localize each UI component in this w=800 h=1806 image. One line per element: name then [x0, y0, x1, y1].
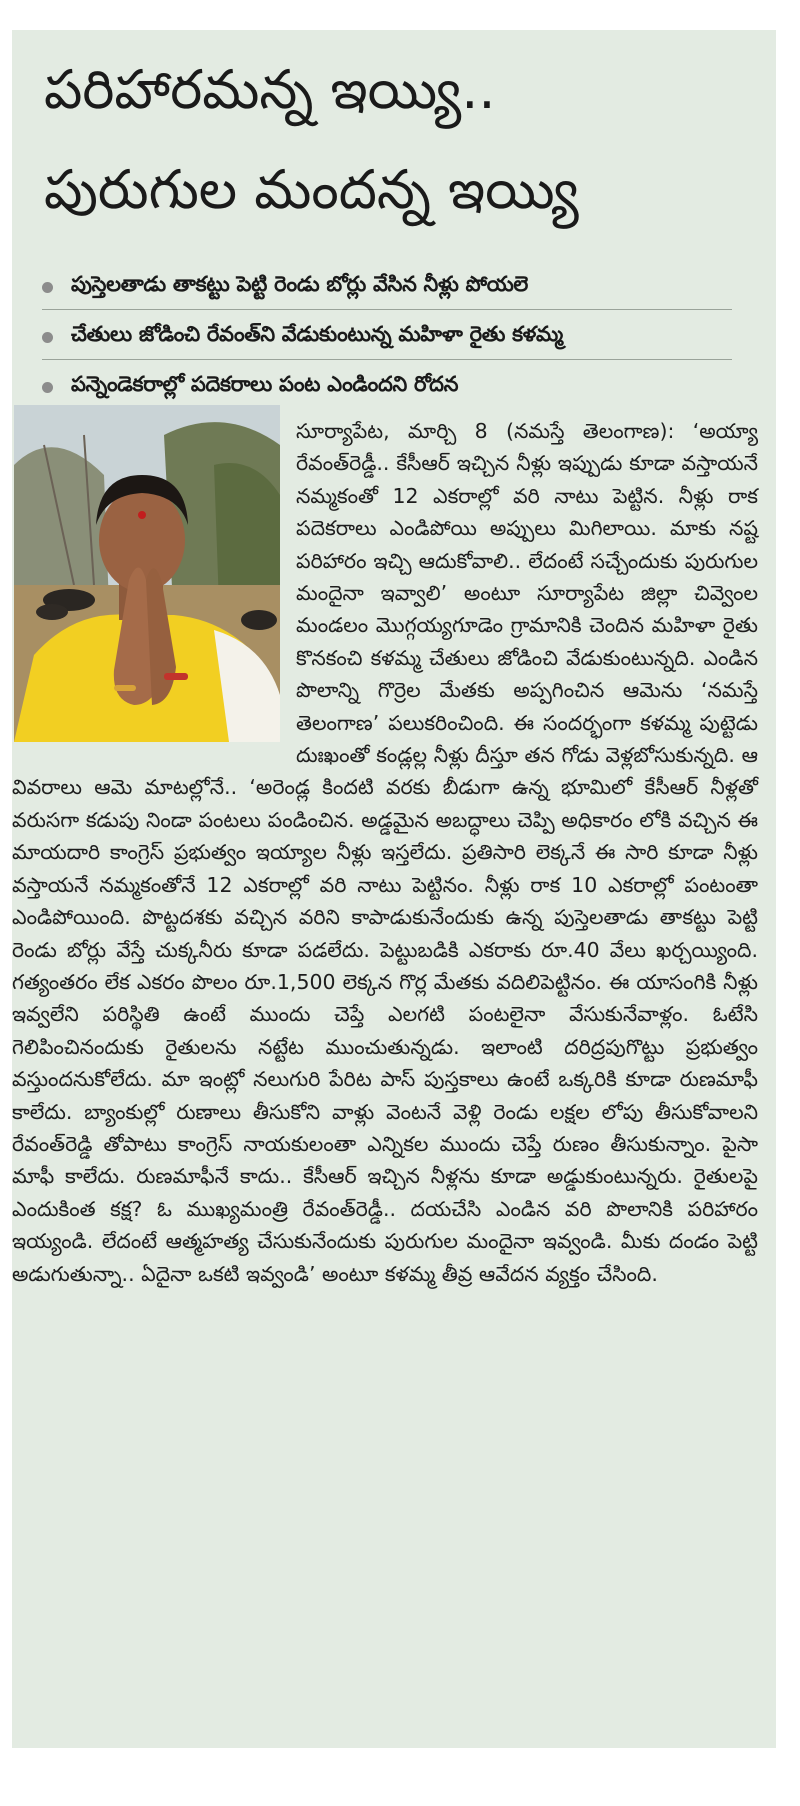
headline-line-2: పురుగుల మందన్న ఇయ్యి — [44, 158, 579, 221]
bullet-dot-icon — [42, 382, 53, 393]
subhead-bullet — [42, 265, 732, 310]
news-clipping — [12, 30, 776, 1748]
bullet-dot-icon — [42, 282, 53, 293]
article-body — [12, 415, 770, 1290]
subhead-text: పన్నెండెకరాల్లో పదెకరాలు పంట ఎండిందని రోదన — [71, 372, 459, 396]
bullet-dot-icon — [42, 332, 53, 343]
headline-line-1: పరిహారమన్న ఇయ్యి.. — [44, 58, 496, 121]
subhead-text: చేతులు జోడించి రేవంత్‌ని వేడుకుంటున్న మహిళా రైతు కళమ్మ — [71, 322, 563, 346]
subhead-bullet — [42, 315, 732, 360]
article-dateline: సూర్యాపేట, మార్చి 8 (నమస్తే తెలంగాణ): — [296, 419, 675, 443]
photo-wrap-spacer — [12, 415, 296, 765]
subhead-text: పుస్తెలతాడు తాకట్టు పెట్టి రెండు బోర్లు వేసిన నీళ్లు పోయలె — [71, 272, 528, 296]
article-body-text: ‘అయ్యా రేవంత్‌రెడ్డీ.. కేసీఆర్‌ ఇచ్చిన నీళ్లు ఇప్పుడు కూడా వస్తాయనే నమ్మకంతో 12 ఎకరాల్లో వరి నాటు పెట్టిన. నీళ్లు రాక పదెకరాలు ఎండిపోయి అప్పులు మిగిలాయి. మాకు నష్ట పరిహారం ఇచ్చి ఆదుకోవాలి.. లేదంటే సచ్చేందుకు పురుగుల మందైనా ఇవ్వాలి’ అంటూ సూర్యాపేట జిల్లా చివ్వెంల మండలం మొగ్గయ్యగూడెం గ్రామానికి చెందిన మహిళా రైతు కొనకంచి కళమ్మ చేతులు జోడించి వేడుకుంటున్నది. ఎండిన పొలాన్ని గొర్రెల మేతకు అప్పగించిన ఆమెను ‘నమస్తే తెలంగాణ’ పలుకరించింది. ఈ సందర్భంగా కళమ్మ పుట్టెడు దుఃఖంతో కండ్లల్ల నీళ్లు దీస్తూ తన గోడు వెళ్లబోసుకున్నది. ఆ వివరాలు ఆమె మాటల్లోనే.. ‘అరెండ్ల కిందటి వరకు బీడుగా ఉన్న భూమిలో కేసీఆర్‌ నీళ్లతో వరుసగా కడుపు నిండా పంటలు పండించిన. అడ్డమైన అబద్ధాలు చెప్పి అధికారం లోకి వచ్చిన ఈ మాయదారి కాంగ్రెస్‌ ప్రభుత్వం ఇయ్యాల నీళ్లు ఇస్తలేదు. ప్రతిసారి లెక్కనే ఈ సారి కూడా నీళ్లు వస్తాయనే నమ్మకంతోనే 12 ఎకరాల్లో వరి నాటు పెట్టినం. నీళ్లు రాక 10 ఎకరాల్లో పంటంతా ఎండిపోయింది. పొట్టదశకు వచ్చిన వరిని కాపాడుకునేందుకు ఉన్న పుస్తెలతాడు తాకట్టు పెట్టి రెండు బోర్లు వేస్తే చుక్కనీరు కూడా పడలేదు. పెట్టుబడికి ఎకరాకు రూ.40 వేలు ఖర్చయ్యింది. గత్యంతరం లేక ఎకరం పొలం రూ.1,500 లెక్కన గొర్ల మేతకు వదిలిపెట్టినం. ఈ యాసంగికి నీళ్లు ఇవ్వలేని పరిస్థితి ఉంటే ముందు చెప్తే ఎలగటి పంటలైనా వేసుకునేవాళ్లం. ఓటేసి గెలిపించినందుకు రైతులను నట్టేట ముంచుతున్నడు. ఇలాంటి దరిద్రపుగొట్టు ప్రభుత్వం వస్తుందనుకోలేదు. మా ఇంట్లో నలుగురి పేరిట పాస్‌ పుస్తకాలు ఉంటే ఒక్కరికి కూడా రుణమాఫీ కాలేదు. బ్యాంకుల్లో రుణాలు తీసుకోని వాళ్లు వెంటనే వెళ్లి రెండు లక్షల లోపు తీసుకోవాలని రేవంత్‌రెడ్డి తోపాటు కాంగ్రెస్‌ నాయకులంతా ఎన్నికల ముందు చెప్తే రుణం తీసుకున్నాం. పైసా మాఫీ కాలేదు. రుణమాఫీనే కాదు.. కేసీఆర్‌ ఇచ్చిన నీళ్లను కూడా అడ్డుకుంటున్నరు. రైతులపై ఎందుకింత కక్ష? ఓ ముఖ్యమంత్రి రేవంత్‌రెడ్డీ.. దయచేసి ఎండిన వరి పొలానికి పరిహారం ఇయ్యండి. లేదంటే ఆత్మహత్య చేసుకునేందుకు పురుగుల మందైనా ఇవ్వండి. మీకు దండం పెట్టి అడుగుతున్నా.. ఏదైనా ఒకటి ఇవ్వండి’ అంటూ కళమ్మ తీవ్ర ఆవేదన వ్యక్తం చేసింది. — [12, 419, 758, 1286]
subhead-bullet — [42, 365, 732, 409]
